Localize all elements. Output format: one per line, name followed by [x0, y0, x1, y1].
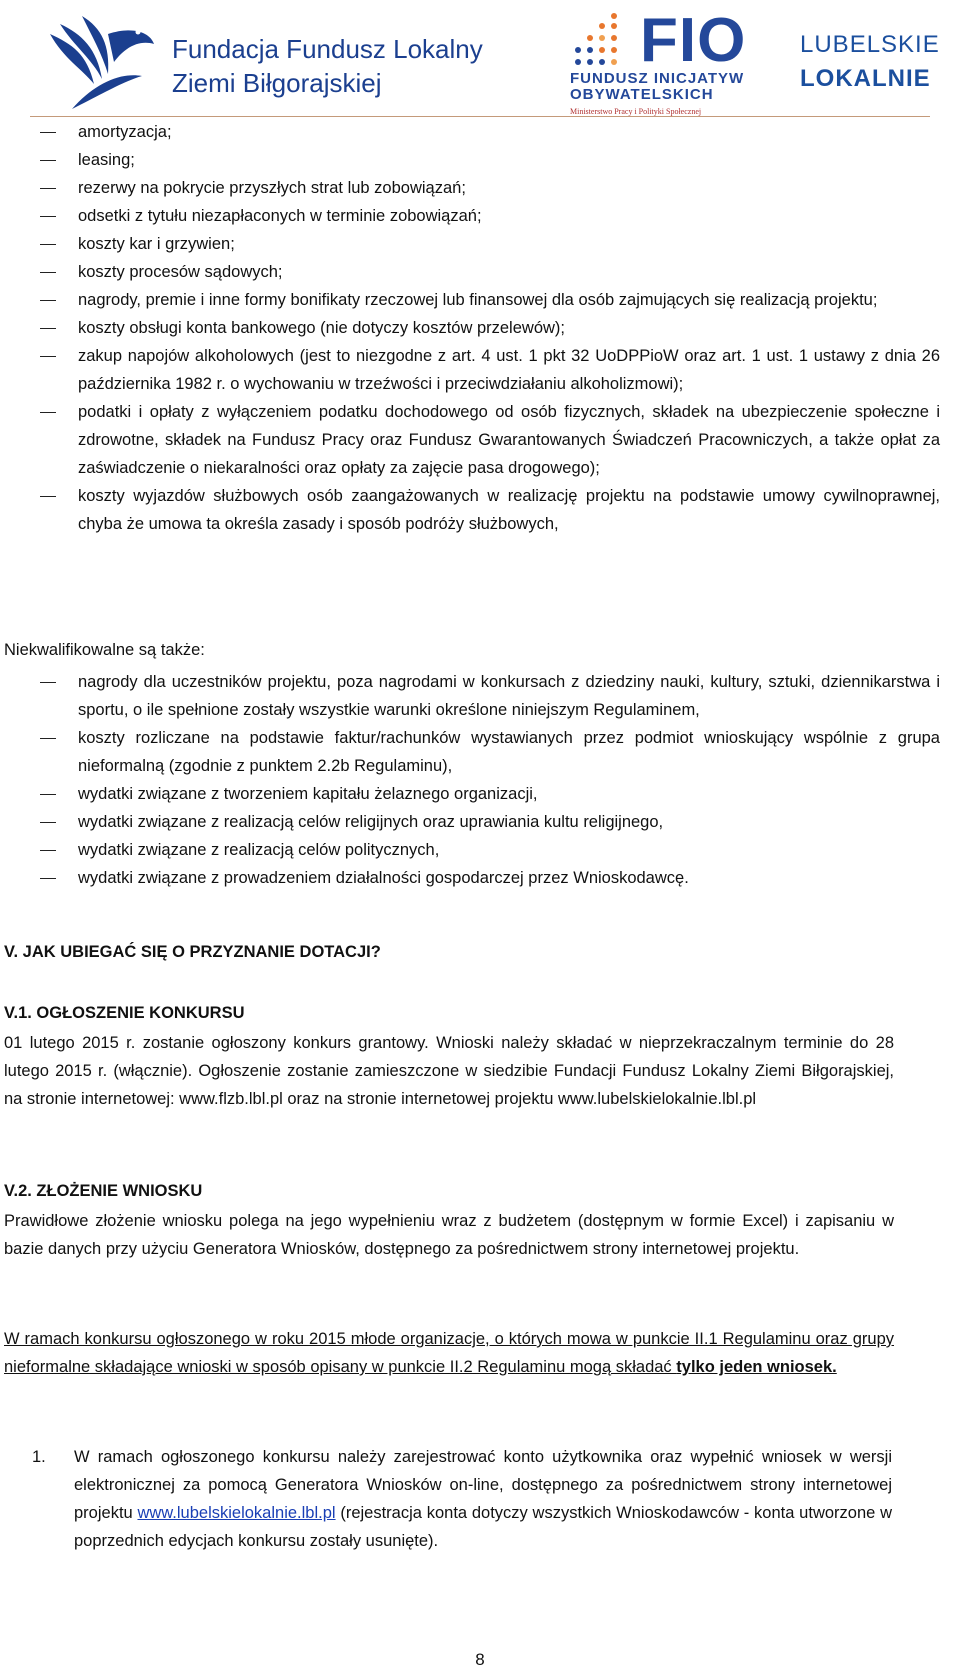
niekwalifikowalne-intro: Niekwalifikowalne są także: [4, 641, 205, 659]
list-item: leasing; [40, 146, 940, 174]
v2-rule-paragraph [4, 1325, 894, 1381]
fio-subtitle-2: OBYWATELSKICH [570, 86, 714, 103]
v1-paragraph: 01 lutego 2015 r. zostanie ogłoszony konkurs grantowy. Wnioski należy składać w nieprzekraczalnym terminie do 28 lutego 2015 r. (włącznie). Ogłoszenie zostanie zamieszczone w siedzibie Fundacji Fundusz Lokalny Ziemi Biłgorajskiej, na stronie internetowej: www.flzb.lbl.pl oraz na stronie internetowej projektu www.lubelskielokalnie.lbl.pl [4, 1034, 894, 1108]
list-item: koszty rozliczane na podstawie faktur/rachunków wystawianych przez podmiot wnioskujący wspólnie z grupa nieformalną (zgodnie z punktem 2.2b Regulaminu), [40, 724, 940, 780]
v2-rule-text: W ramach konkursu ogłoszonego w roku 2015 młode organizacje, o których mowa w punkcie II.1 Regulaminu oraz grupy nieformalne składające wnioski w sposób opisany w punkcie II.2 Regulaminu mogą składać [4, 1330, 894, 1376]
section-heading-v: V. JAK UBIEGAĆ SIĘ O PRZYZNANIE DOTACJI? [4, 943, 381, 961]
fio-wordmark: FIO [640, 6, 747, 75]
list-item: wydatki związane z realizacją celów religijnych oraz uprawiania kultu religijnego, [40, 808, 940, 836]
list-item: podatki i opłaty z wyłączeniem podatku dochodowego od osób fizycznych, składek na ubezpieczenie społeczne i zdrowotne, składek na Fundusz Pracy oraz Fundusz Gwarantowanych Świadczeń Pracowniczych, a także opłat za zaświadczenie o niekaralności oraz opłaty za zajęcie pasa drogowego); [40, 398, 940, 482]
numbered-text-before: W ramach ogłoszonego konkursu należy zarejestrować konto użytkownika oraz wypełnić wniosek w wersji elektronicznej za pomocą Generatora Wniosków on-line, dostępnego za pośrednictwem strony internetowej projektu [74, 1448, 892, 1522]
list-item: nagrody dla uczestników projektu, poza nagrodami w konkursach z dziedziny nauki, kultury, sztuki, dziennikarstwa i sportu, o ile spełnione zostały wszystkie warunki określone niniejszym Regulaminem, [40, 668, 940, 724]
list-item [32, 1443, 892, 1555]
list-item: zakup napojów alkoholowych (jest to niezgodne z art. 4 ust. 1 pkt 32 UoDPPioW oraz art. 1 ust. 1 ustawy z dnia 26 października 1982 r. o wychowaniu w trzeźwości i przeciwdziałaniu alkoholizmowi); [40, 342, 940, 398]
lubelskie-lokalnie-logo [800, 28, 940, 96]
list-item: wydatki związane z tworzeniem kapitału żelaznego organizacji, [40, 780, 940, 808]
section-heading-v1: V.1. OGŁOSZENIE KONKURSU [4, 1004, 245, 1022]
page-header [30, 6, 940, 118]
fio-ministry: Ministerstwo Pracy i Polityki Społecznej [570, 107, 702, 116]
lub-line1: LUBELSKIE [800, 31, 940, 58]
ffl-logo [42, 14, 512, 114]
numbered-list [32, 1443, 892, 1555]
fio-subtitle-1: FUNDUSZ INICJATYW [570, 70, 745, 87]
numbered-text-after: (rejestracja konta dotyczy wszystkich Wnioskodawców - konta utworzone w poprzednich edycjach konkursu zostały usunięte). [74, 1504, 892, 1550]
list-item: odsetki z tytułu niezapłaconych w terminie zobowiązań; [40, 202, 940, 230]
list-item: wydatki związane z prowadzeniem działalności gospodarczej przez Wnioskodawcę. [40, 864, 940, 892]
bird-logo-icon [42, 14, 157, 114]
list-item: wydatki związane z realizacją celów politycznych, [40, 836, 940, 864]
org-name-line1: Fundacja Fundusz Lokalny [172, 34, 483, 64]
list-item: nagrody, premie i inne formy bonifikaty rzeczowej lub finansowej dla osób zajmujących się realizacją projektu; [40, 286, 940, 314]
org-name [172, 32, 483, 100]
list-item: koszty kar i grzywien; [40, 230, 940, 258]
list-item: rezerwy na pokrycie przyszłych strat lub zobowiązań; [40, 174, 940, 202]
list-marker: 1. [32, 1448, 46, 1466]
list-item: koszty wyjazdów służbowych osób zaangażowanych w realizację projektu na podstawie umowy cywilnoprawnej, chyba że umowa ta określa zasady i sposób podróży służbowych, [40, 482, 940, 538]
section-heading-v2: V.2. ZŁOŻENIE WNIOSKU [4, 1182, 203, 1200]
v2-paragraph: Prawidłowe złożenie wniosku polega na jego wypełnieniu wraz z budżetem (dostępnym w formie Excel) i zapisaniu w bazie danych przy użyciu Generatora Wniosków, dostępnego za pośrednictwem strony internetowej projektu. [4, 1212, 894, 1258]
list-item: amortyzacja; [40, 118, 940, 146]
list-item: koszty procesów sądowych; [40, 258, 940, 286]
page-number: 8 [475, 1650, 485, 1669]
org-name-line2: Ziemi Biłgorajskiej [172, 68, 382, 98]
v2-rule-emphasis: tylko jeden wniosek. [676, 1358, 837, 1376]
dot-grid-icon [570, 10, 630, 70]
header-divider [30, 116, 930, 117]
project-website-link[interactable]: www.lubelskielokalnie.lbl.pl [137, 1504, 336, 1522]
fio-logo [570, 6, 770, 118]
excluded-costs-list [40, 118, 940, 538]
lub-line2: LOKALNIE [800, 65, 931, 92]
list-item: koszty obsługi konta bankowego (nie dotyczy kosztów przelewów); [40, 314, 940, 342]
non-eligible-list [40, 668, 940, 892]
